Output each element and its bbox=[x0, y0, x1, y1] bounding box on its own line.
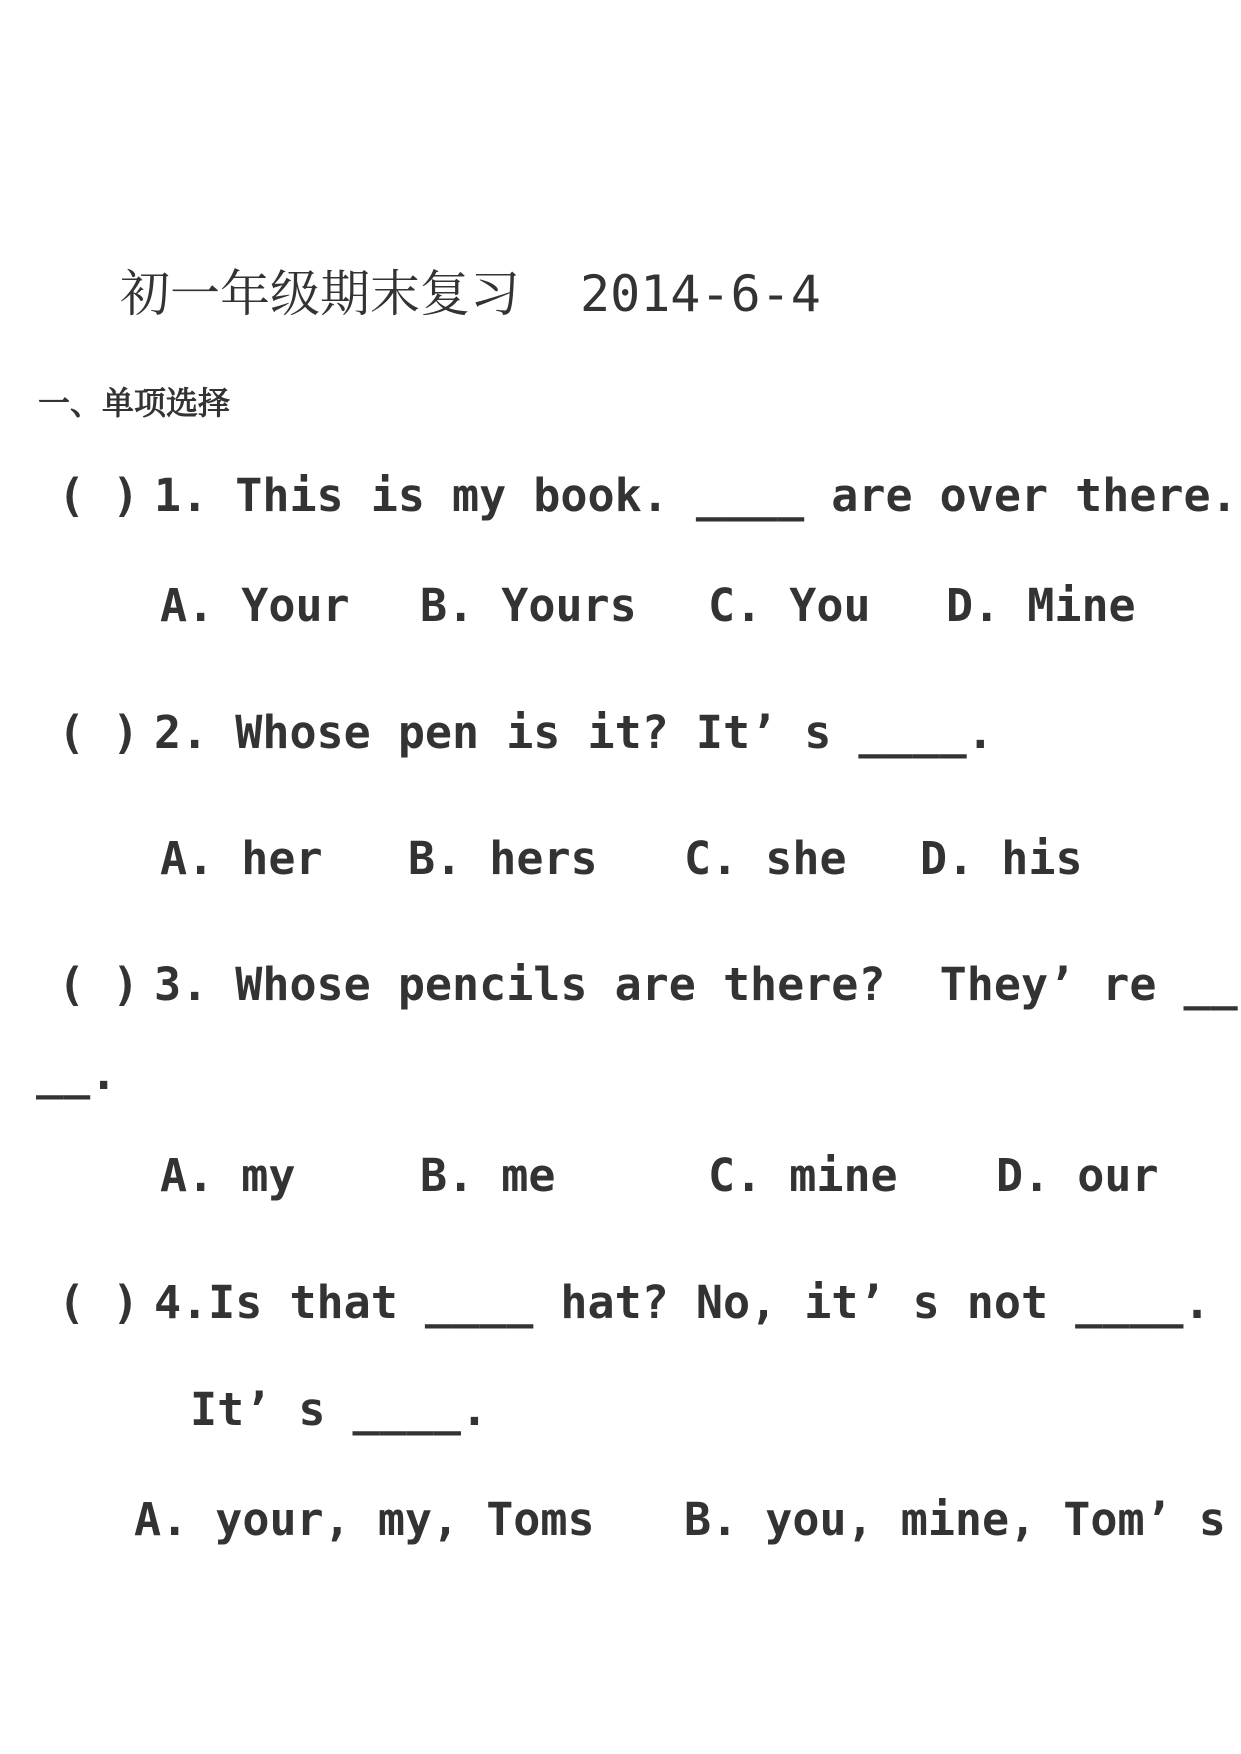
option-c[interactable]: C. mine bbox=[708, 1149, 898, 1202]
page-title bbox=[120, 262, 821, 326]
option-a[interactable]: A. your, my, Toms bbox=[134, 1493, 595, 1546]
option-d[interactable]: D. our bbox=[996, 1149, 1159, 1202]
question-stem: 3. Whose pencils are there? They’ re __ bbox=[154, 958, 1238, 1011]
answer-paren[interactable]: ( ) bbox=[58, 1276, 140, 1329]
option-b[interactable]: B. hers bbox=[408, 832, 598, 885]
option-b[interactable]: B. you, mine, Tom’ s bbox=[684, 1493, 1226, 1546]
question-3 bbox=[58, 957, 1238, 1013]
option-b[interactable]: B. Yours bbox=[420, 579, 637, 632]
option-a[interactable]: A. her bbox=[160, 832, 323, 885]
question-4 bbox=[58, 1275, 1211, 1331]
answer-paren[interactable]: ( ) bbox=[58, 469, 140, 522]
option-d[interactable]: D. Mine bbox=[946, 579, 1136, 632]
option-c[interactable]: C. You bbox=[708, 579, 871, 632]
option-a[interactable]: A. Your bbox=[160, 579, 350, 632]
answer-paren[interactable]: ( ) bbox=[58, 958, 140, 1011]
option-b[interactable]: B. me bbox=[420, 1149, 556, 1202]
question-stem: 4.Is that ____ hat? No, it’ s not ____. bbox=[154, 1276, 1211, 1329]
option-c[interactable]: C. she bbox=[684, 832, 847, 885]
question-4-continued: It’ s ____. bbox=[190, 1383, 489, 1436]
title-date: 2014-6-4 bbox=[580, 265, 821, 323]
option-a[interactable]: A. my bbox=[160, 1149, 296, 1202]
option-d[interactable]: D. his bbox=[920, 832, 1083, 885]
question-2 bbox=[58, 705, 994, 761]
question-1 bbox=[58, 468, 1238, 524]
title-text: 初一年级期末复习 bbox=[120, 265, 520, 323]
answer-paren[interactable]: ( ) bbox=[58, 706, 140, 759]
question-stem: 1. This is my book. ____ are over there. bbox=[154, 469, 1238, 522]
question-stem: 2. Whose pen is it? It’ s ____. bbox=[154, 706, 994, 759]
question-3-continued: __. bbox=[36, 1047, 118, 1100]
section-heading: 一、单项选择 bbox=[38, 384, 231, 422]
